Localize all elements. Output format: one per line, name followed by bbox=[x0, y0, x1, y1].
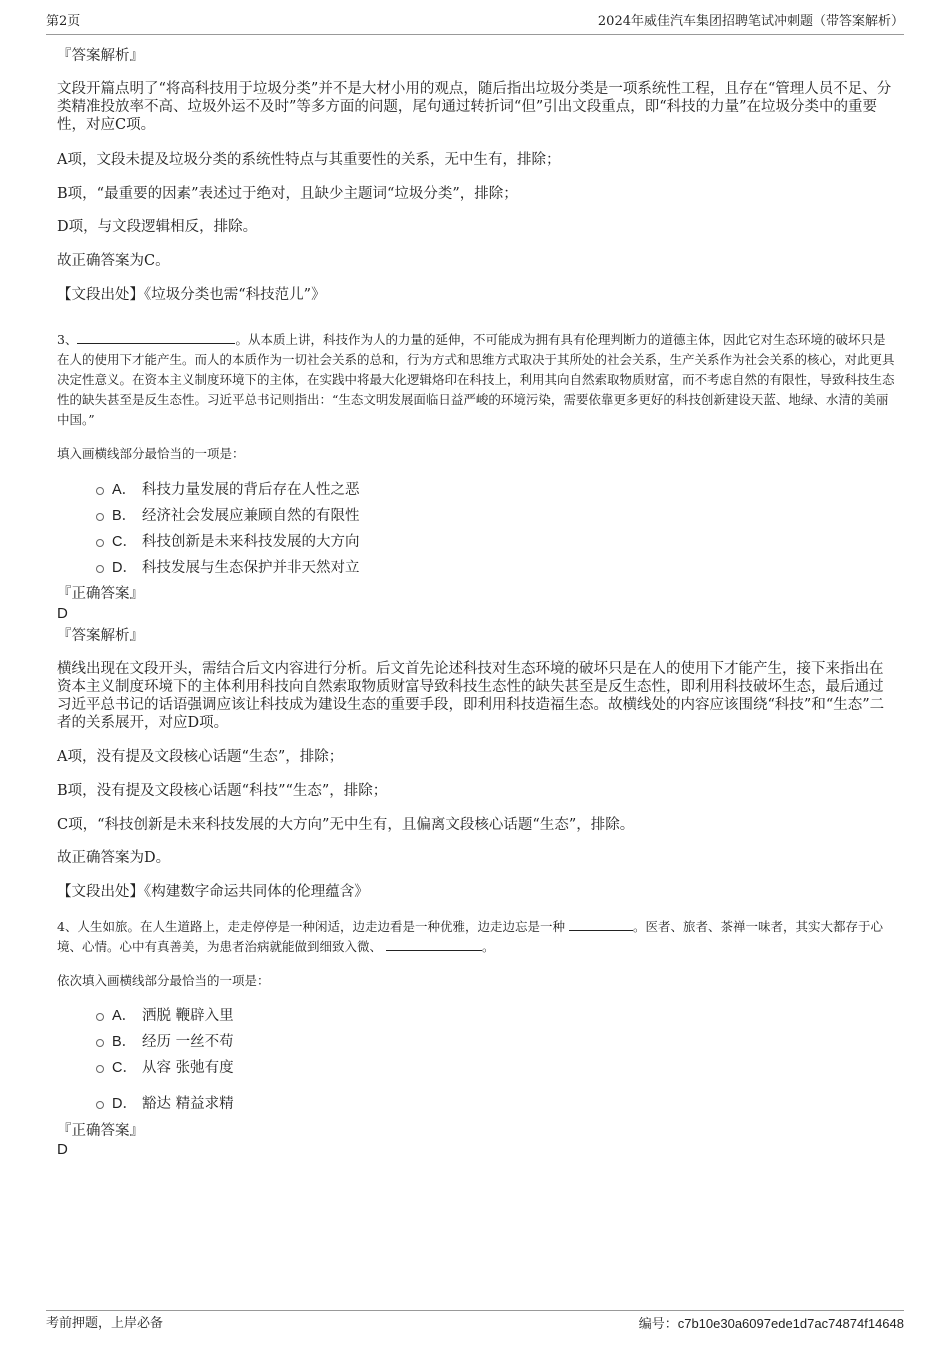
radio-icon[interactable] bbox=[96, 1065, 104, 1073]
q2-conclusion: 故正确答案为C。 bbox=[57, 253, 170, 269]
q3-analysis-label: 『答案解析』 bbox=[57, 628, 144, 644]
q4-option-a[interactable]: A． 洒脱 鞭辟入里 bbox=[96, 1006, 234, 1026]
q2-note-a: A项，文段未提及垃圾分类的系统性特点与其重要性的关系，无中生有，排除； bbox=[57, 152, 561, 168]
footer-code-label: 编号： bbox=[638, 1317, 678, 1332]
page-footer bbox=[46, 1310, 904, 1335]
q3-text: 。从本质上讲，科技作为人的力量的延伸，不可能成为拥有具有伦理判断力的道德主体，因此它对生态环境的破坏只是在人的使用下才能产生。而人的本质作为一切社会关系的总和，行为方式和思维方式取决于其所处的社会关系，生产关系作为社会关系的核心，对此更具决定性意义。在资本主义制度环境下的主体，在实践中将最大化逻辑烙印在科技上，利用其向自然索取物质财富，而不考虑自然的有限性，导致科技生态性的缺失甚至是反生态性。习近平总书记则指出：“生态文明发展面临日益严峻的环境污染，需要依靠更多更好的科技创新建设天蓝、地绿、水清的美丽中国。” bbox=[57, 332, 895, 427]
q3-note-a: A项，没有提及文段核心话题“生态”，排除； bbox=[57, 749, 344, 765]
document-title: 2024年威佳汽车集团招聘笔试冲刺题（带答案解析） bbox=[597, 14, 904, 29]
q4-text-part1: 人生如旅。在人生道路上，走走停停是一种闲适，边走边看是一种优雅，边走边忘是一种 bbox=[77, 919, 565, 934]
radio-icon[interactable] bbox=[96, 565, 104, 573]
radio-icon[interactable] bbox=[96, 487, 104, 495]
q4-blank-1 bbox=[569, 917, 633, 931]
q3-number: 3、 bbox=[57, 332, 78, 347]
radio-icon[interactable] bbox=[96, 1101, 104, 1109]
q3-answer-label: 『正确答案』 bbox=[57, 586, 144, 602]
footer-code: c7b10e30a6097ede1d7ac74874f14648 bbox=[677, 1316, 904, 1331]
q4-option-b[interactable]: B． 经历 一丝不苟 bbox=[96, 1032, 234, 1052]
q3-blank bbox=[77, 330, 235, 344]
q3-prompt: 填入画横线部分最恰当的一项是： bbox=[57, 446, 245, 461]
q2-source: 【文段出处】《垃圾分类也需“科技范儿”》 bbox=[57, 287, 326, 303]
q3-stem bbox=[57, 330, 897, 430]
q2-analysis-text: 文段开篇点明了“将高科技用于垃圾分类”并不是大材小用的观点，随后指出垃圾分类是一项系统性工程，且存在“管理人员不足、分类精准投放率不高、垃圾外运不及时”等多方面的问题，尾句通过转折词“但”引出文段重点，即“科技的力量”在垃圾分类中的重要性，对应C项。 bbox=[57, 81, 892, 133]
q3-note-b: B项，没有提及文段核心话题“科技”“生态”，排除； bbox=[57, 783, 388, 799]
q4-prompt: 依次填入画横线部分最恰当的一项是： bbox=[57, 973, 270, 988]
q2-note-d: D项，与文段逻辑相反，排除。 bbox=[57, 219, 258, 235]
q4-option-c[interactable]: C． 从容 张弛有度 bbox=[96, 1058, 234, 1078]
q3-note-c: C项，“科技创新是未来科技发展的大方向”无中生有，且偏离文段核心话题“生态”，排除。 bbox=[57, 817, 635, 833]
radio-icon[interactable] bbox=[96, 513, 104, 521]
q3-option-b[interactable]: B． 经济社会发展应兼顾自然的有限性 bbox=[96, 506, 360, 526]
q2-analysis-label: 『答案解析』 bbox=[57, 48, 144, 64]
q4-answer: D bbox=[57, 1141, 68, 1158]
q4-text-part3: 。 bbox=[482, 939, 495, 954]
q4-answer-label: 『正确答案』 bbox=[57, 1123, 144, 1139]
q3-option-c[interactable]: C． 科技创新是未来科技发展的大方向 bbox=[96, 532, 360, 552]
q3-answer: D bbox=[57, 605, 68, 622]
page-number: 第2页 bbox=[46, 14, 81, 29]
q3-source: 【文段出处】《构建数字命运共同体的伦理蕴含》 bbox=[57, 884, 369, 900]
footer-code-group bbox=[639, 1313, 904, 1336]
q4-text-part2: 。医者、旅者、茶禅一味者，其实大都存于心境、心情。心中有真善美，为患者治病就能做到细致入微、 bbox=[57, 919, 883, 954]
radio-icon[interactable] bbox=[96, 1039, 104, 1047]
radio-icon[interactable] bbox=[96, 539, 104, 547]
q4-stem bbox=[57, 917, 897, 957]
radio-icon[interactable] bbox=[96, 1013, 104, 1021]
page-header bbox=[46, 12, 904, 35]
q3-option-d[interactable]: D． 科技发展与生态保护并非天然对立 bbox=[96, 558, 360, 578]
q3-option-a[interactable]: A． 科技力量发展的背后存在人性之恶 bbox=[96, 480, 360, 500]
q4-blank-2 bbox=[386, 937, 482, 951]
q4-number: 4、 bbox=[57, 919, 78, 934]
q3-analysis-text: 横线出现在文段开头，需结合后文内容进行分析。后文首先论述科技对生态环境的破坏只是在人的使用下才能产生，接下来指出在资本主义制度环境下的主体利用科技向自然索取物质财富导致科技生态性的缺失甚至是反生态性，即利用科技破坏生态，最后通过习近平总书记的话语强调应该让科技成为建设生态的重要手段，即利用科技造福生态。故横线处的内容应该围绕“科技”和“生态”二者的关系展开，对应D项。 bbox=[57, 661, 885, 731]
q2-note-b: B项，“最重要的因素”表述过于绝对，且缺少主题词“垃圾分类”，排除； bbox=[57, 186, 518, 202]
q4-option-d[interactable]: D． 豁达 精益求精 bbox=[96, 1094, 234, 1114]
q3-conclusion: 故正确答案为D。 bbox=[57, 850, 171, 866]
footer-slogan: 考前押题，上岸必备 bbox=[46, 1316, 164, 1331]
